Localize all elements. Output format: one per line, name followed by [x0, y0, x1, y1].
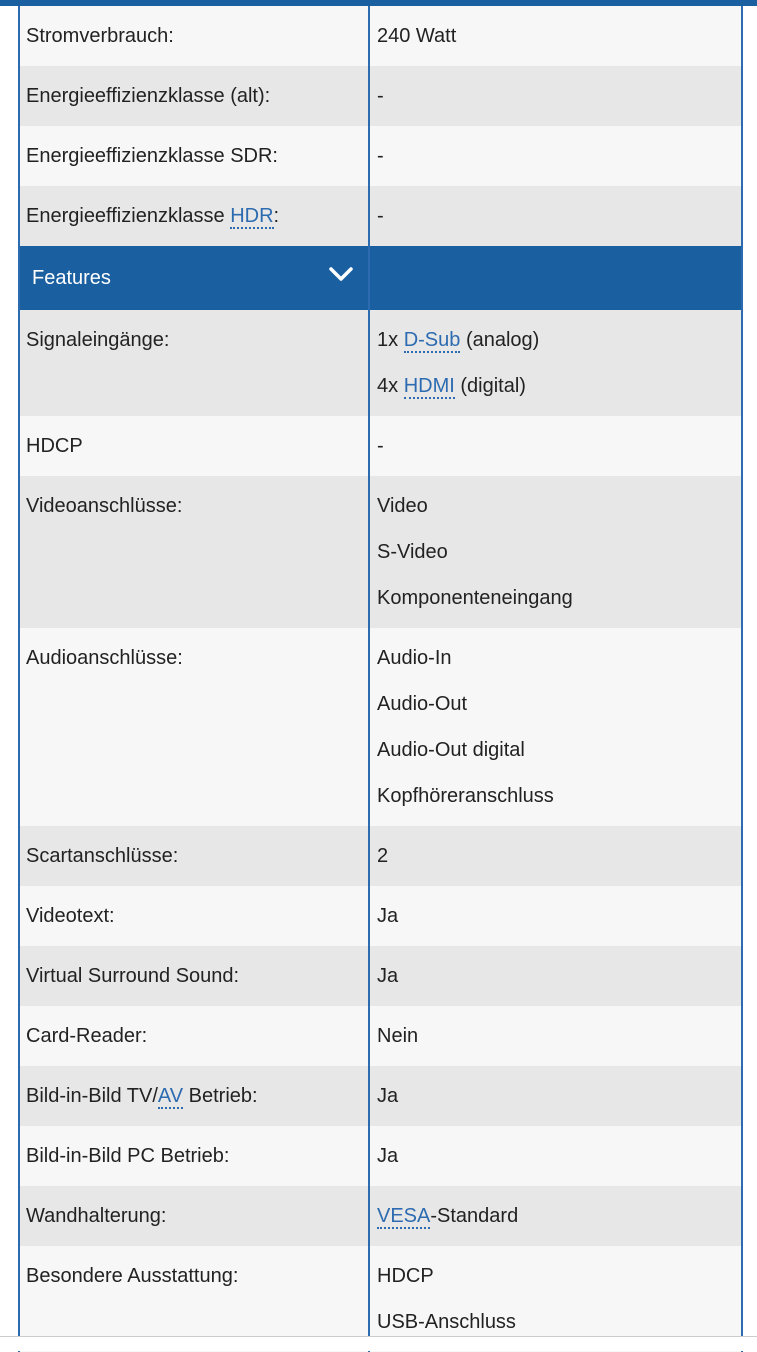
- spec-label: Energieeffizienzklasse (alt):: [20, 66, 370, 126]
- spec-label: Energieeffizienzklasse SDR:: [20, 126, 370, 186]
- table-row: [20, 310, 741, 416]
- spec-label: Videotext:: [20, 886, 370, 946]
- spec-value: 1x D-Sub (analog) 4x HDMI (digital): [377, 329, 540, 397]
- spec-value: 240 Watt: [377, 25, 457, 47]
- spec-label: Bild-in-Bild PC Betrieb:: [20, 1126, 370, 1186]
- features-section-header[interactable]: [20, 246, 741, 310]
- spec-label: Besondere Ausstattung:: [20, 1246, 370, 1352]
- av-abbr-link[interactable]: AV: [157, 1085, 184, 1107]
- table-row: [20, 1186, 741, 1246]
- spec-label: Stromverbrauch:: [20, 6, 370, 66]
- table-row: [20, 1066, 741, 1126]
- spec-value: 2: [377, 845, 389, 867]
- spec-label: Virtual Surround Sound:: [20, 946, 370, 1006]
- spec-label: Energieeffizienzklasse HDR:: [20, 186, 370, 246]
- spec-label: HDCP: [20, 416, 370, 476]
- spec-value: Ja: [377, 1085, 399, 1107]
- spec-label: Scartanschlüsse:: [20, 826, 370, 886]
- spec-value: VESA-Standard: [377, 1205, 519, 1227]
- table-row: [20, 186, 741, 246]
- spec-value: -: [377, 145, 384, 167]
- dsub-abbr-link[interactable]: D-Sub: [403, 329, 461, 351]
- table-row: [20, 6, 741, 66]
- spec-value: Ja: [377, 965, 399, 987]
- hdmi-abbr-link[interactable]: HDMI: [403, 375, 455, 397]
- table-row: [20, 886, 741, 946]
- spec-label: Card-Reader:: [20, 1006, 370, 1066]
- spec-table: [18, 6, 743, 1352]
- table-row: [20, 416, 741, 476]
- spec-value: -: [377, 85, 384, 107]
- table-row: [20, 628, 741, 826]
- table-row: [20, 126, 741, 186]
- spec-label: Bild-in-Bild TV/AV Betrieb:: [20, 1066, 370, 1126]
- spec-label: Signaleingänge:: [20, 310, 370, 416]
- spec-value: Ja: [377, 905, 399, 927]
- spec-label: Videoanschlüsse:: [20, 476, 370, 628]
- spec-value: Video S-Video Komponenteneingang: [377, 495, 573, 609]
- spec-label: Wandhalterung:: [20, 1186, 370, 1246]
- table-row: [20, 826, 741, 886]
- spec-value: -: [377, 205, 384, 227]
- spec-value: HDCP USB-Anschluss: [377, 1265, 516, 1333]
- table-row: [20, 1126, 741, 1186]
- spec-label: Audioanschlüsse:: [20, 628, 370, 826]
- table-row: [20, 476, 741, 628]
- table-row: [20, 66, 741, 126]
- section-blank: [370, 246, 741, 310]
- chevron-down-icon[interactable]: [328, 264, 354, 284]
- section-title: Features: [20, 246, 370, 310]
- bottom-bar: [0, 1336, 757, 1351]
- vesa-abbr-link[interactable]: VESA: [377, 1205, 431, 1227]
- spec-value: Nein: [377, 1025, 419, 1047]
- spec-value: -: [377, 435, 384, 457]
- spec-value: Audio-In Audio-Out Audio-Out digital Kopfhöreranschluss: [377, 647, 554, 807]
- hdr-abbr-link[interactable]: HDR: [230, 205, 274, 227]
- spec-value: Ja: [377, 1145, 399, 1167]
- table-row: [20, 946, 741, 1006]
- table-row: [20, 1006, 741, 1066]
